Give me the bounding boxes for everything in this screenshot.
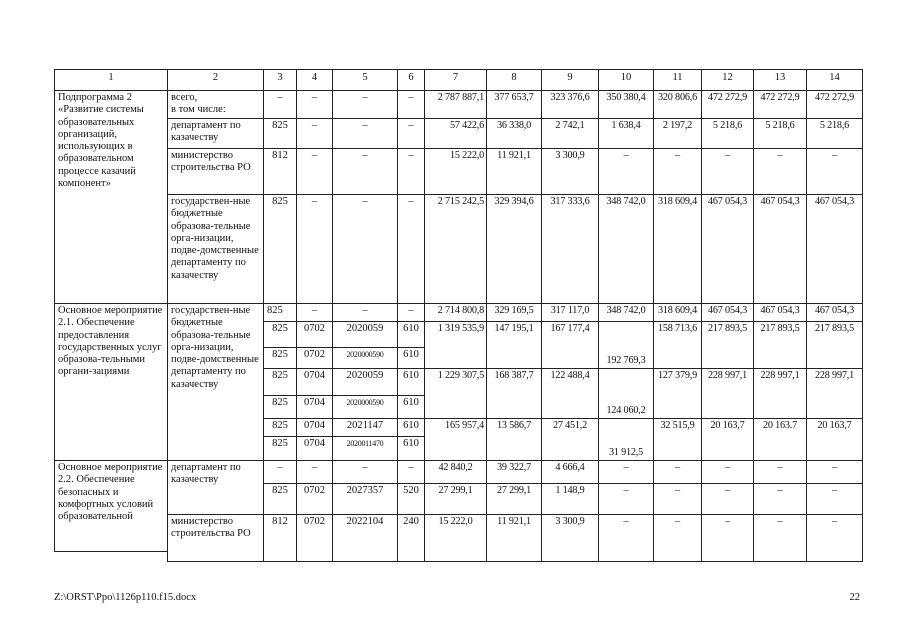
table-cell: – bbox=[332, 303, 398, 322]
table-cell: 0704 bbox=[296, 395, 333, 419]
table-cell: 323 376,6 bbox=[541, 90, 599, 119]
footer-file-path: Z:\ORST\Ppo\1126p110.f15.docx bbox=[54, 592, 197, 603]
table-cell: – bbox=[296, 90, 333, 119]
table-cell: 2020011470 bbox=[332, 436, 398, 461]
table-cell: – bbox=[332, 148, 398, 195]
table-cell: – bbox=[806, 483, 863, 515]
table-cell: 27 299,1 bbox=[424, 483, 487, 515]
table-cell: 610 bbox=[397, 368, 425, 396]
table-cell: 825 bbox=[263, 436, 297, 461]
table-cell: 467 054,3 bbox=[701, 194, 754, 304]
table-cell: – bbox=[263, 90, 297, 119]
table-cell: – bbox=[397, 90, 425, 119]
table-cell: – bbox=[598, 483, 654, 515]
column-header: 14 bbox=[806, 69, 863, 91]
table-cell: 467 054,3 bbox=[701, 303, 754, 322]
table-cell: 825 bbox=[263, 368, 297, 396]
column-header: 11 bbox=[653, 69, 702, 91]
table-cell: – bbox=[296, 148, 333, 195]
table-cell: 825 bbox=[263, 118, 297, 149]
table-cell: 825 bbox=[263, 321, 297, 348]
table-cell: 20 163.7 bbox=[753, 418, 807, 461]
table-cell: 228 997,1 bbox=[701, 368, 754, 419]
column-header: 8 bbox=[486, 69, 542, 91]
table-cell: 0704 bbox=[296, 436, 333, 461]
table-cell: 15 222,0 bbox=[424, 148, 487, 195]
table-cell: 2021147 bbox=[332, 418, 398, 437]
table-cell: – bbox=[701, 148, 754, 195]
table-cell: 5 218,6 bbox=[806, 118, 863, 149]
table-cell: – bbox=[598, 148, 654, 195]
table-cell: 57 422,6 bbox=[424, 118, 487, 149]
table-cell: 2020000590 bbox=[332, 395, 398, 419]
column-header: 1 bbox=[54, 69, 168, 91]
table-cell: 610 bbox=[397, 347, 425, 369]
table-cell: 467 054,3 bbox=[753, 303, 807, 322]
table-cell: – bbox=[332, 118, 398, 149]
table-cell: 15 222,0 bbox=[424, 514, 487, 562]
table-cell: 147 195,1 bbox=[486, 321, 542, 369]
table-cell: 2022104 bbox=[332, 514, 398, 562]
table-cell: 165 957,4 bbox=[424, 418, 487, 461]
table-cell: – bbox=[701, 460, 754, 484]
table-cell: 318 609,4 bbox=[653, 194, 702, 304]
table-cell: – bbox=[653, 148, 702, 195]
table-cell: – bbox=[332, 194, 398, 304]
table-cell: – bbox=[397, 194, 425, 304]
table-cell: 13 586,7 bbox=[486, 418, 542, 461]
row-label: министерство строительства РО bbox=[167, 148, 264, 195]
table-cell: 4 666,4 bbox=[541, 460, 599, 484]
table-cell: 228 997,1 bbox=[806, 368, 863, 419]
table-cell: 610 bbox=[397, 436, 425, 461]
table-cell: 317 333,6 bbox=[541, 194, 599, 304]
table-cell: – bbox=[263, 460, 297, 484]
column-header: 10 bbox=[598, 69, 654, 91]
column-header: 13 bbox=[753, 69, 807, 91]
table-cell: 3 300,9 bbox=[541, 148, 599, 195]
table-cell: – bbox=[296, 460, 333, 484]
table-cell: – bbox=[753, 483, 807, 515]
table-cell: 122 488,4 bbox=[541, 368, 599, 419]
table-cell: 2020000590 bbox=[332, 347, 398, 369]
table-cell: 27 299,1 bbox=[486, 483, 542, 515]
table-cell: 2020059 bbox=[332, 321, 398, 348]
table-cell: 825 bbox=[263, 194, 297, 304]
column-header: 3 bbox=[263, 69, 297, 91]
table-cell: 825 bbox=[263, 395, 297, 419]
table-cell: 2 742,1 bbox=[541, 118, 599, 149]
table-cell: 0702 bbox=[296, 347, 333, 369]
table-cell: 610 bbox=[397, 395, 425, 419]
table-cell: – bbox=[296, 118, 333, 149]
table-cell: 2 715 242,5 bbox=[424, 194, 487, 304]
table-cell: – bbox=[653, 514, 702, 562]
table-cell: – bbox=[332, 90, 398, 119]
table-cell: – bbox=[397, 148, 425, 195]
table-cell: 2 197,2 bbox=[653, 118, 702, 149]
table-cell: 127 379,9 bbox=[653, 368, 702, 419]
table-cell: 39 322,7 bbox=[486, 460, 542, 484]
table-cell: – bbox=[653, 460, 702, 484]
table-cell: 610 bbox=[397, 418, 425, 437]
table-cell: 42 840,2 bbox=[424, 460, 487, 484]
column-header: 9 bbox=[541, 69, 599, 91]
column-header: 2 bbox=[167, 69, 264, 91]
column-header: 7 bbox=[424, 69, 487, 91]
table-cell: 825 bbox=[263, 303, 297, 322]
table-cell: 1 229 307,5 bbox=[424, 368, 487, 419]
measure-name: Основное мероприятие 2.1. Обеспечение предоставления государственных услуг образова-тельными органи-зациями bbox=[54, 303, 168, 461]
table-cell: 1 638,4 bbox=[598, 118, 654, 149]
table-cell: 11 921,1 bbox=[486, 148, 542, 195]
table-cell: 228 997,1 bbox=[753, 368, 807, 419]
table-cell: 520 bbox=[397, 483, 425, 515]
table-cell: 20 163,7 bbox=[806, 418, 863, 461]
table-cell: 348 742,0 bbox=[598, 194, 654, 304]
row-label: государствен-ные бюджетные образова-тельные орга-низации, подве-домственные департаменту по казачеству bbox=[167, 303, 264, 461]
column-header: 5 bbox=[332, 69, 398, 91]
table-cell: 348 742,0 bbox=[598, 303, 654, 322]
table-cell: 0702 bbox=[296, 483, 333, 515]
table-cell: 320 806,6 bbox=[653, 90, 702, 119]
table-cell: – bbox=[332, 460, 398, 484]
table-cell: – bbox=[701, 483, 754, 515]
table-cell: – bbox=[598, 460, 654, 484]
table-cell: 472 272,9 bbox=[753, 90, 807, 119]
table-cell: 36 338,0 bbox=[486, 118, 542, 149]
table-cell: 2027357 bbox=[332, 483, 398, 515]
row-label: департамент по казачеству bbox=[167, 460, 264, 515]
table-cell: 27 451,2 bbox=[541, 418, 599, 461]
table-cell: 5 218,6 bbox=[701, 118, 754, 149]
row-label: всего, в том числе: bbox=[167, 90, 264, 119]
table-cell: 467 054,3 bbox=[753, 194, 807, 304]
table-cell: 2020059 bbox=[332, 368, 398, 396]
subprogram-name: Подпрограмма 2 «Развитие системы образовательных организаций, использующих в образовательном процессе казачий компонент» bbox=[54, 90, 168, 304]
table-cell: – bbox=[397, 460, 425, 484]
table-cell: 158 713,6 bbox=[653, 321, 702, 369]
table-cell: – bbox=[598, 514, 654, 562]
table-cell: 32 515,9 bbox=[653, 418, 702, 461]
column-header: 6 bbox=[397, 69, 425, 91]
table-cell: – bbox=[806, 148, 863, 195]
table-cell: 825 bbox=[263, 418, 297, 437]
table-cell: 825 bbox=[263, 483, 297, 515]
table-cell: 217 893,5 bbox=[701, 321, 754, 369]
table-cell: 1 319 535,9 bbox=[424, 321, 487, 369]
table-cell: 317 117,0 bbox=[541, 303, 599, 322]
table-cell: 0702 bbox=[296, 514, 333, 562]
table-cell: 168 387,7 bbox=[486, 368, 542, 419]
column-header: 4 bbox=[296, 69, 333, 91]
footer-page-number: 22 bbox=[849, 592, 860, 603]
table-cell: 812 bbox=[263, 514, 297, 562]
table-cell: 350 380,4 bbox=[598, 90, 654, 119]
table-cell: – bbox=[806, 514, 863, 562]
table-cell: 825 bbox=[263, 347, 297, 369]
table-cell: 377 653,7 bbox=[486, 90, 542, 119]
table-cell: 610 bbox=[397, 321, 425, 348]
table-cell: 20 163,7 bbox=[701, 418, 754, 461]
row-label: департамент по казачеству bbox=[167, 118, 264, 149]
table-cell: 11 921,1 bbox=[486, 514, 542, 562]
table-cell: 2 787 887,1 bbox=[424, 90, 487, 119]
table-cell: – bbox=[701, 514, 754, 562]
table-cell: 1 148,9 bbox=[541, 483, 599, 515]
table-cell: 31 912,5 bbox=[598, 418, 654, 461]
row-label: государствен-ные бюджетные образова-тельные орга-низации, подве-домственные департаменту по казачеству bbox=[167, 194, 264, 304]
table-cell: – bbox=[397, 303, 425, 322]
table-cell: – bbox=[753, 460, 807, 484]
column-header: 12 bbox=[701, 69, 754, 91]
table-cell: 812 bbox=[263, 148, 297, 195]
table-cell: 467 054,3 bbox=[806, 303, 863, 322]
table-cell: – bbox=[397, 118, 425, 149]
row-label: министерство строительства РО bbox=[167, 514, 264, 562]
table-cell: 472 272,9 bbox=[701, 90, 754, 119]
table-cell: 5 218,6 bbox=[753, 118, 807, 149]
table-cell: 318 609,4 bbox=[653, 303, 702, 322]
table-cell: – bbox=[753, 148, 807, 195]
table-cell: 124 060,2 bbox=[598, 368, 654, 419]
table-cell: 467 054,3 bbox=[806, 194, 863, 304]
table-cell: 329 394,6 bbox=[486, 194, 542, 304]
table-cell: 3 300,9 bbox=[541, 514, 599, 562]
table-cell: 0702 bbox=[296, 321, 333, 348]
table-cell: 0704 bbox=[296, 368, 333, 396]
table-cell: – bbox=[296, 303, 333, 322]
table-cell: – bbox=[806, 460, 863, 484]
table-cell: – bbox=[753, 514, 807, 562]
table-cell: 472 272,9 bbox=[806, 90, 863, 119]
measure-name: Основное мероприятие 2.2. Обеспечение безопасных и комфортных условий образовательной bbox=[54, 460, 168, 552]
table-cell: 217 893,5 bbox=[806, 321, 863, 369]
table-cell: 0704 bbox=[296, 418, 333, 437]
table-cell: 217 893,5 bbox=[753, 321, 807, 369]
table-cell: 2 714 800,8 bbox=[424, 303, 487, 322]
table-cell: – bbox=[296, 194, 333, 304]
table-cell: – bbox=[653, 483, 702, 515]
table-cell: 167 177,4 bbox=[541, 321, 599, 369]
table-cell: 192 769,3 bbox=[598, 321, 654, 369]
table-cell: 240 bbox=[397, 514, 425, 562]
table-cell: 329 169,5 bbox=[486, 303, 542, 322]
